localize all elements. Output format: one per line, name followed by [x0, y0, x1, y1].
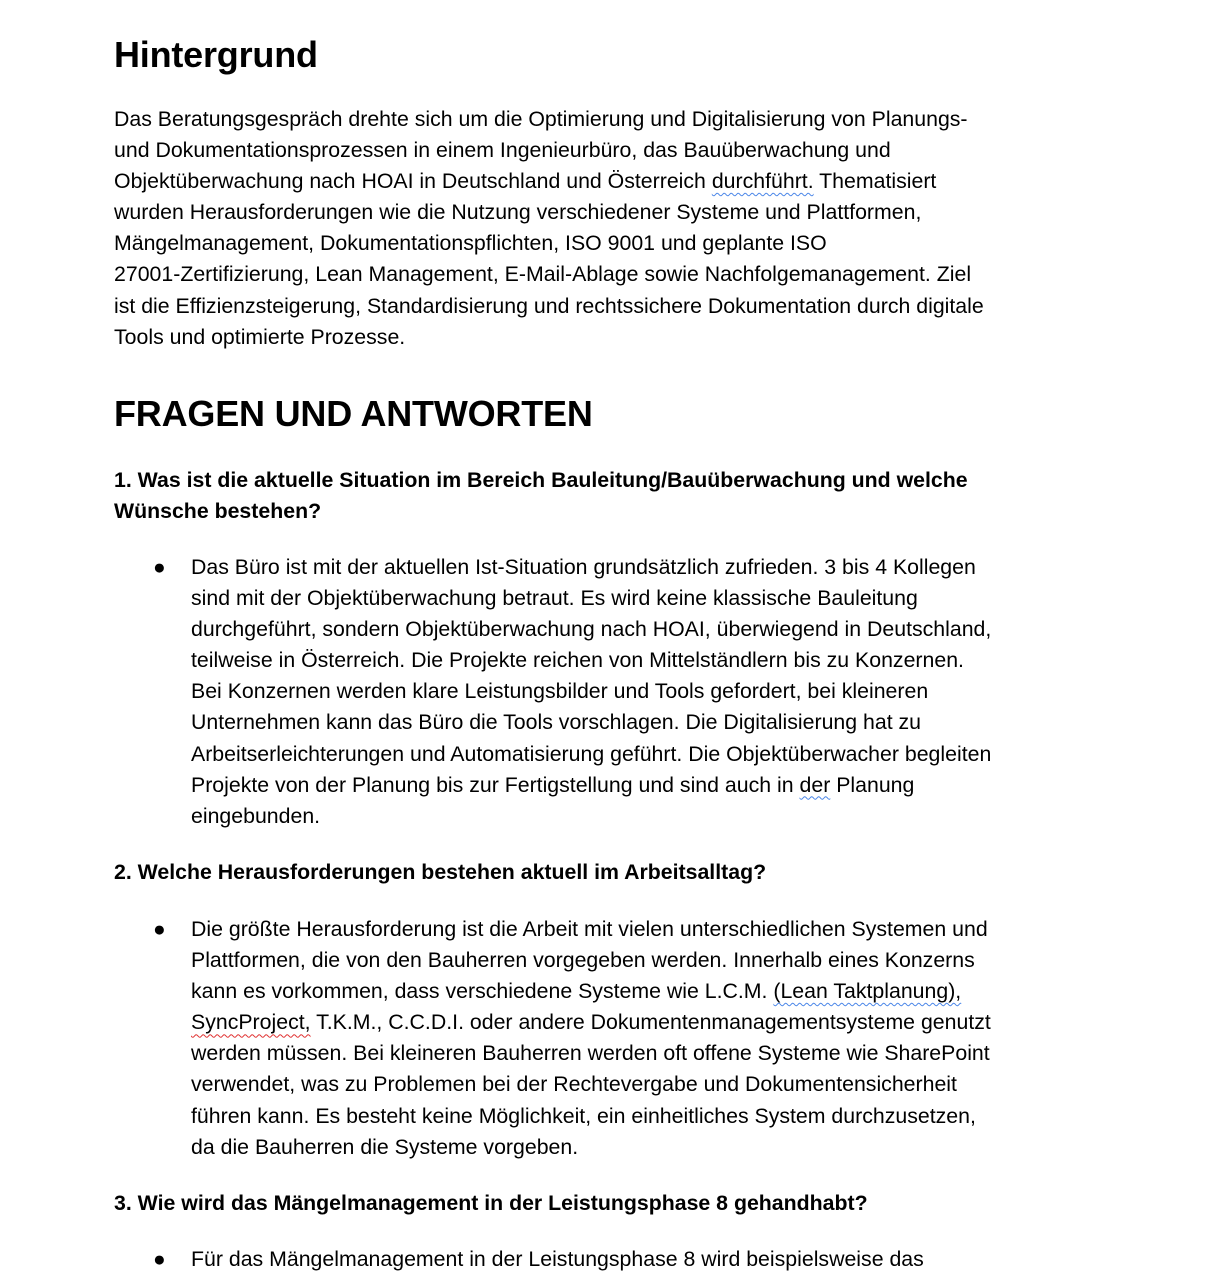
text-segment: T.K.M., C.C.D.I. oder andere Dokumentenmanagementsysteme genutzt [310, 1010, 991, 1035]
heading-fragen-und-antworten: FRAGEN UND ANTWORTEN [114, 393, 593, 434]
text-line [191, 1007, 1091, 1038]
spelling-flagged-word[interactable]: SyncProject, [191, 1010, 311, 1035]
question-2 [114, 857, 1084, 888]
text-line: Für das Mängelmanagement in der Leistungsphase 8 wird beispielsweise das [191, 1247, 924, 1271]
heading-hintergrund: Hintergrund [114, 34, 318, 75]
text-line: 27001-Zertifizierung, Lean Management, E-Mail-Ablage sowie Nachfolgemanagement. Ziel [114, 262, 972, 287]
text-line: Das Büro ist mit der aktuellen Ist-Situation grundsätzlich zufrieden. 3 bis 4 Kollegen [191, 555, 976, 579]
answer-3-list-item[interactable] [153, 1244, 1091, 1275]
text-segment: kann es vorkommen, dass verschiedene Systeme wie L.C.M. [191, 979, 774, 1004]
text-segment: Thematisiert [813, 169, 937, 194]
text-line: Bei Konzernen werden klare Leistungsbilder und Tools gefordert, bei kleineren [191, 679, 929, 704]
text-line: Das Beratungsgespräch drehte sich um die Optimierung und Digitalisierung von Planungs- [114, 107, 968, 131]
bullet-icon: ● [153, 918, 166, 941]
text-segment: Planung [830, 772, 915, 797]
text-line: da die Bauherren die Systeme vorgeben. [191, 1134, 579, 1159]
answer-1-list-item[interactable] [153, 552, 1091, 832]
question-line: 1. Was ist die aktuelle Situation im Bereich Bauleitung/Bauüberwachung und welche [114, 468, 968, 492]
text-line: durchgeführt, sondern Objektüberwachung nach HOAI, überwiegend in Deutschland, [191, 617, 992, 642]
question-line: 2. Welche Herausforderungen bestehen aktuell im Arbeitsalltag? [114, 860, 767, 884]
text-line: ist die Effizienzsteigerung, Standardisierung und rechtssichere Dokumentation durch digitale [114, 293, 984, 318]
text-segment: Objektüberwachung nach HOAI in Deutschland und Österreich [114, 169, 712, 194]
text-line: Plattformen, die von den Bauherren vorgegeben werden. Innerhalb eines Konzerns [191, 948, 975, 973]
text-line: Unternehmen kann das Büro die Tools vorschlagen. Die Digitalisierung hat zu [191, 710, 922, 735]
question-line: Wünsche bestehen? [114, 499, 322, 524]
text-line: Die größte Herausforderung ist die Arbeit mit vielen unterschiedlichen Systemen und [191, 917, 988, 941]
answer-2-list-item[interactable] [153, 914, 1091, 1163]
question-3 [114, 1188, 1084, 1219]
grammar-flagged-phrase[interactable]: (Lean Taktplanung), [773, 979, 962, 1004]
text-line: Mängelmanagement, Dokumentationspflichten, ISO 9001 und geplante ISO [114, 231, 827, 256]
question-line: 3. Wie wird das Mängelmanagement in der Leistungsphase 8 gehandhabt? [114, 1191, 868, 1215]
text-line [191, 976, 1091, 1007]
text-line: teilweise in Österreich. Die Projekte reichen von Mittelständlern bis zu Konzernen. [191, 648, 964, 673]
background-paragraph[interactable] [114, 104, 1084, 353]
grammar-flagged-word[interactable]: durchführt. [711, 169, 814, 194]
text-segment: Projekte von der Planung bis zur Fertigstellung und sind auch in [191, 772, 800, 797]
text-line [191, 770, 1091, 801]
text-line: sind mit der Objektüberwachung betraut. Es wird keine klassische Bauleitung [191, 586, 918, 611]
text-line: werden müssen. Bei kleineren Bauherren werden oft offene Systeme wie SharePoint [191, 1041, 990, 1066]
text-line: Tools und optimierte Prozesse. [114, 324, 406, 349]
bullet-icon: ● [153, 1248, 166, 1271]
bullet-icon: ● [153, 556, 166, 579]
text-line: wurden Herausforderungen wie die Nutzung verschiedener Systeme und Plattformen, [114, 200, 922, 225]
text-line: verwendet, was zu Problemen bei der Rechtevergabe und Dokumentensicherheit [191, 1072, 957, 1097]
text-line: führen kann. Es besteht keine Möglichkeit, ein einheitliches System durchzusetzen, [191, 1103, 976, 1128]
text-line: eingebunden. [191, 803, 321, 828]
text-line [114, 166, 1084, 197]
text-line: und Dokumentationsprozessen in einem Ingenieurbüro, das Bauüberwachung und [114, 138, 891, 163]
text-line: Arbeitserleichterungen und Automatisierung geführt. Die Objektüberwacher begleiten [191, 741, 992, 766]
grammar-flagged-word[interactable]: der [799, 772, 831, 797]
question-1 [114, 465, 1084, 527]
